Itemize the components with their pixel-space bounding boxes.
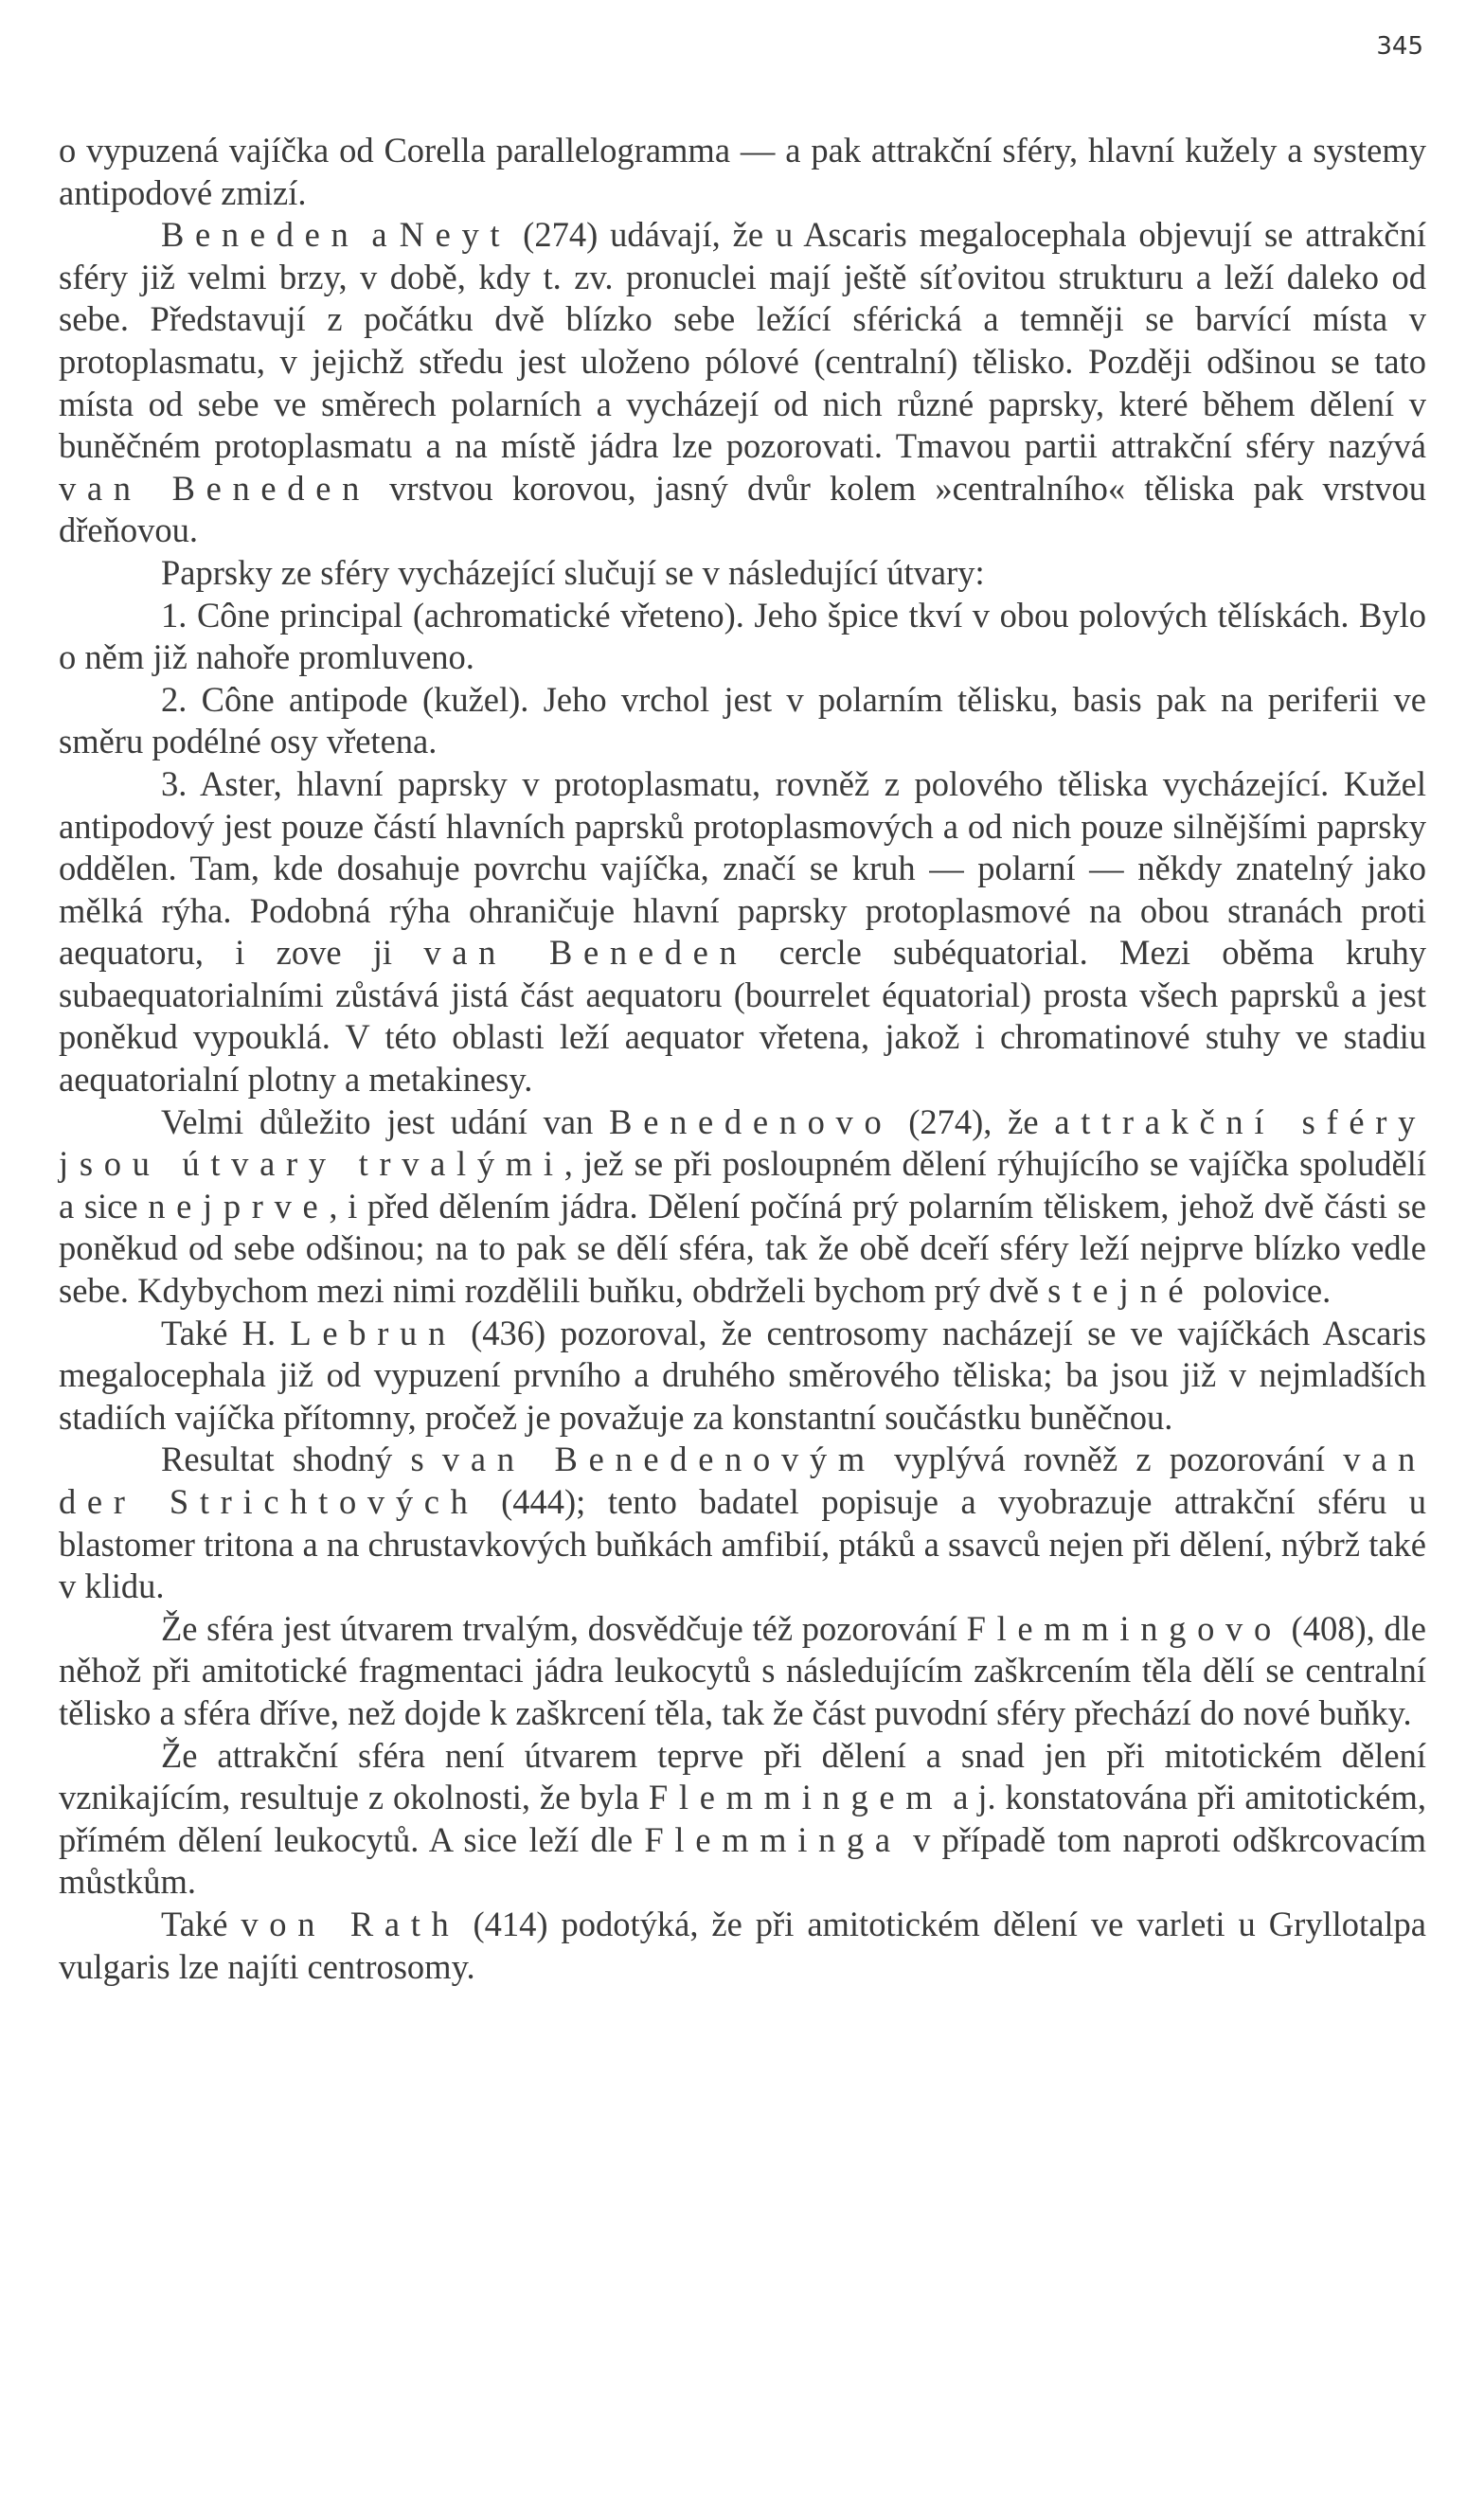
paragraph	[59, 1101, 1426, 1313]
spaced-name: van Beneden	[59, 468, 371, 508]
text-segment: (436) pozoroval, že centrosomy nacházejí se ve vajíčkách Ascaris megalocephala již od vypuzení prvního a druhého směrového těliska; ba jsou již v nejmladších stadiích vajíčka přítomny, pročež je považuje za konstantní součástku buněčnou.	[59, 1313, 1426, 1437]
spaced-name: attrakční sféry jsou útvary trvalými	[59, 1101, 1427, 1184]
text-segment: (274), že	[892, 1101, 1055, 1141]
paragraph	[59, 1735, 1426, 1904]
text-segment: cercle subéquatorial. Mezi oběma kruhy subaequatorialními zůstává jistá část aequatoru (bourrelet équatorial) prosta všech paprsků a jest poněkud vypouklá. V této oblasti leží aequator vřetena, jakož i chromatinové stuhy ve stadiu aequatorialní plotny a metakinesy.	[59, 933, 1426, 1100]
text-segment: v případě tom naproti odškrcovacím můstkům.	[59, 1819, 1427, 1902]
spaced-name: Beneden	[161, 215, 360, 255]
text-segment: 3. Aster, hlavní paprsky v protoplasmatu, rovněž z polového těliska vycházející. Kužel antipodový jest pouze částí hlavních paprsků protoplasmových a od nich pouze silnějšími paprsky oddělen. Tam, kde dosahuje povrchu vajíčka, značí se kruh — polarní — někdy znatelný jako mělká rýha. Podobná rýha ohraničuje hlavní paprsky protoplasmové na obou stranách proti aequatoru, i zove ji	[59, 763, 1426, 973]
text-segment: a j. konstatována při amitotickém, přímém dělení leukocytů. A sice leží dle	[59, 1778, 1426, 1859]
spaced-name: Flemmingovo	[966, 1608, 1282, 1648]
text-segment: Také	[161, 1904, 241, 1943]
text-segment: (408), dle něhož při amitotické fragmentaci jádra leukocytů s následujícím zaškrcením těla dělí se centralní tělisko a sféra dříve, než dojde k zaškrcení těla, tak že část puvodní sféry přechází do nové buňky.	[59, 1608, 1426, 1732]
text-segment: (274) udávají, že u Ascaris megalocephala objevují se attrakční sféry již velmi brzy, v době, kdy t. zv. pronuclei mají ještě síťovitou strukturu a leží daleko od sebe. Představují z počátku dvě blízko sebe ležící sférická a temněji se barvící místa v protoplasmatu, v jejichž středu jest uloženo pólové (centralní) tělisko. Později odšinou se tato místa od sebe ve směrech polarních a vycházejí od nich různé paprsky, které během dělení v buněčném protoplasmatu a na místě jádra lze pozorovati. Tmavou partii attrakční sféry nazývá	[59, 215, 1426, 466]
text-segment: Resultat shodný s	[161, 1440, 442, 1479]
text-segment: (444); tento badatel popisuje a vyobrazuje attrakční sféru u blastomer tritona a na chrustavkových buňkách amfibií, ptáků a ssavců nejen při dělení, nýbrž také v klidu.	[59, 1482, 1426, 1606]
text-segment: a	[359, 215, 400, 255]
paragraph	[59, 552, 1426, 595]
text-segment: Velmi důležito jest udání van	[161, 1101, 610, 1141]
spaced-name: Lebrun	[290, 1313, 456, 1352]
page-number: 345	[1376, 32, 1423, 61]
spaced-name: Flemminga	[644, 1819, 902, 1859]
text-segment: Také H.	[161, 1313, 291, 1352]
spaced-name: van Benedenovým	[441, 1440, 876, 1479]
text-segment: , i před dělením jádra. Dělení počíná prý polarním těliskem, jehož dvě části se poněkud od sebe odšinou; na to pak se dělí sféra, tak že obě dceří sféry leží nejprve blízko vedle sebe. Kdybychom mezi nimi rozdělili buňku, obdrželi bychom prý dvě	[59, 1186, 1426, 1311]
spaced-name: Benedenovo	[609, 1101, 893, 1141]
text-segment: Že attrakční sféra není útvarem teprve při dělení a snad jen při mitotickém dělení vznikajícím, resultuje z okolnosti, že byla	[59, 1735, 1426, 1817]
text-segment: polovice.	[1194, 1271, 1332, 1311]
spaced-name: Flemmingem	[648, 1778, 944, 1817]
paragraph	[59, 1904, 1426, 1988]
text-segment: , jež se při posloupném dělení rýhujícího se vajíčka spoludělí a sice	[59, 1144, 1426, 1226]
spaced-name: van der Strichtových	[59, 1440, 1426, 1521]
spaced-name: stejné	[1047, 1271, 1195, 1311]
text-segment: 1. Cône principal (achromatické vřeteno). Jeho špice tkví v obou polových tělískách. Bylo o něm již nahoře promluveno.	[59, 595, 1426, 677]
paragraph	[59, 595, 1426, 679]
paragraph	[59, 763, 1426, 1101]
paragraph	[59, 1439, 1426, 1607]
text-segment: (414) podotýká, že při amitotickém dělení ve varleti u Gryllotalpa vulgaris lze najíti centrosomy.	[59, 1904, 1426, 1986]
paragraph	[59, 679, 1426, 763]
spaced-name: Neyt	[399, 215, 511, 255]
paragraph	[59, 130, 1426, 214]
text-segment: vyplývá rovněž z pozorování	[875, 1440, 1344, 1479]
spaced-name: von Rath	[241, 1904, 460, 1943]
paragraph	[59, 1608, 1426, 1735]
spaced-name: van Beneden	[423, 933, 748, 973]
spaced-name: nejprve	[148, 1186, 330, 1226]
text-segment: vrstvou korovou, jasný dvůr kolem »centralního« těliska pak vrstvou dřeňovou.	[59, 468, 1426, 550]
text-segment: o vypuzená vajíčka od Corella parallelogramma — a pak attrakční sféry, hlavní kužely a systemy antipodové zmizí.	[59, 131, 1426, 212]
text-segment: 2. Cône antipode (kužel). Jeho vrchol jest v polarním tělisku, basis pak na periferii ve směru podélné osy vřetena.	[59, 679, 1426, 761]
paragraph	[59, 1313, 1426, 1440]
paragraph	[59, 214, 1426, 552]
body-text	[59, 130, 1426, 1988]
text-segment: Paprsky ze sféry vycházející slučují se v následující útvary:	[161, 552, 985, 592]
text-segment: Že sféra jest útvarem trvalým, dosvědčuje též pozorování	[161, 1608, 967, 1648]
